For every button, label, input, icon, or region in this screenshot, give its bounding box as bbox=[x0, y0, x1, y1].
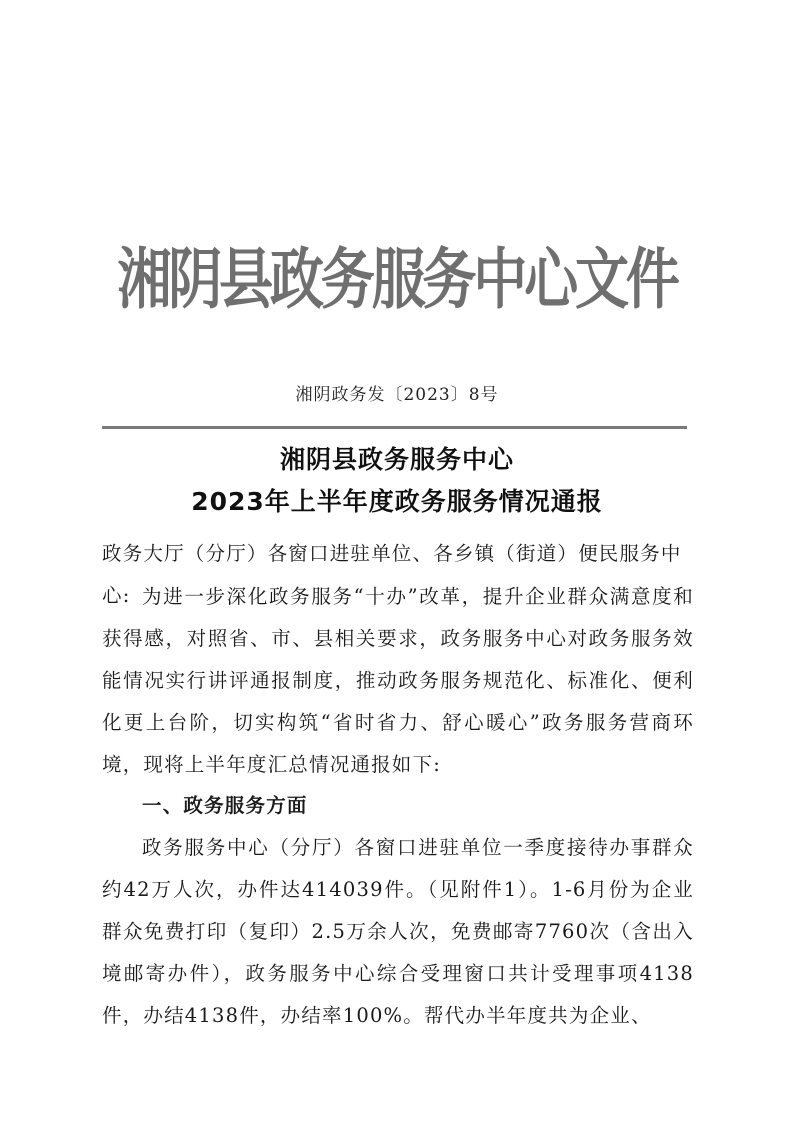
document-number: 湘阴政务发〔2023〕8号 bbox=[295, 385, 499, 405]
section-heading-1: 一、政务服务方面 bbox=[142, 794, 308, 817]
report-title-line1: 湘阴县政务服务中心 bbox=[279, 445, 514, 474]
body-paragraph-2: 政务服务中心（分厅）各窗口进驻单位一季度接待办事群众约42万人次，办件达414039件。（见附件1）。1-6月份为企业群众免费打印（复印）2.5万余人次，免费邮寄7760次（含出入境邮寄办件），政务服务中心综合受理窗口共计受理事项4138件，办结4138件，办结率100%。帮代办半年度共为企业、 bbox=[102, 836, 694, 1027]
salutation: 政务大厅（分厅）各窗口进驻单位、各乡镇（街道）便民服务中心: bbox=[102, 542, 682, 607]
body-paragraph-1: 为进一步深化政务服务“十办”改革，提升企业群众满意度和获得感，对照省、市、县相关要求，政务服务中心对政务服务效能情况实行讲评通报制度，推动政务服务规范化、标准化、便利化更上台阶，切实构筑“省时省力、舒心暖心”政务服务营商环境，现将上半年度汇总情况通报如下: bbox=[102, 585, 694, 776]
document-header-title: 湘阴县政务服务中心文件 bbox=[117, 241, 677, 318]
report-title-line2: 2023年上半年度政务服务情况通报 bbox=[191, 487, 603, 516]
header-divider bbox=[102, 426, 687, 429]
